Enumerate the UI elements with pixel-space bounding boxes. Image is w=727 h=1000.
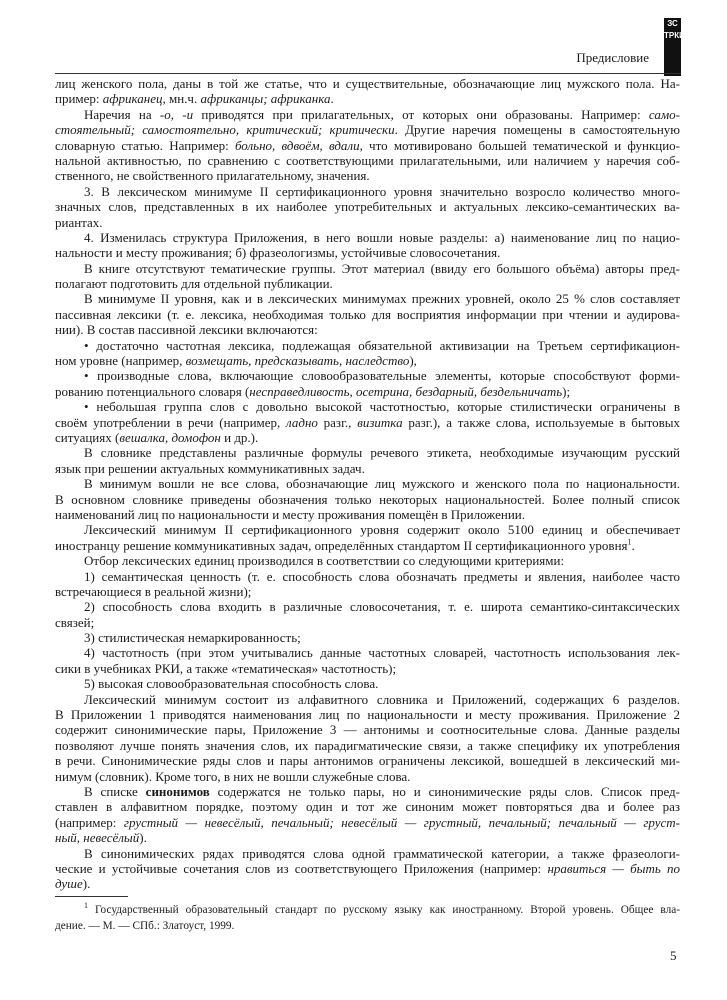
- italic-text: несправедливость, осетрина, бездарный, бездельничать: [249, 383, 563, 399]
- footnote-text: [55, 903, 680, 934]
- text-span: приводятся при прилагательных, от которых они образованы. Например:: [193, 106, 649, 122]
- italic-text: душе: [55, 876, 83, 892]
- text-span: позволяют лучше понять значения слов, их парадигматические связи, а также специфику их употребления: [55, 737, 680, 753]
- italic-text: грустный — невесёлый, печальный; невесёлый — грустный, печальный; печальный — груст-: [123, 814, 680, 830]
- text-span: пассивная лексики (т. е. лексика, необходимая только для восприятия информации при чтении и аудирова-: [55, 306, 680, 322]
- text-line: [55, 630, 680, 645]
- text-line: [55, 322, 680, 337]
- text-span: 3. В лексическом минимуме II сертификационного уровня значительно возросло количество много-: [84, 183, 680, 199]
- paragraph: [55, 338, 680, 369]
- running-header-title: Предисловие: [576, 50, 649, 65]
- text-span: 3) стилистическая немаркированность;: [84, 630, 301, 646]
- text-span: разг.,: [317, 414, 358, 430]
- footnote-marker: 1: [627, 537, 632, 547]
- paragraph: [55, 399, 680, 445]
- text-line: [55, 353, 680, 368]
- text-span: В синонимических рядах приводятся слова одной грамматической категории, а также фразеологи-: [84, 845, 680, 861]
- text-span: ном уровне (например,: [55, 353, 186, 369]
- paragraph: [55, 676, 680, 691]
- text-line: [55, 661, 680, 676]
- paragraph: [55, 553, 680, 568]
- text-line: [55, 615, 680, 630]
- text-line: [55, 584, 680, 599]
- text-span: и др.).: [220, 429, 259, 445]
- text-span: .: [330, 91, 334, 107]
- paragraph: [55, 261, 680, 292]
- text-span: ситуациях (: [55, 429, 120, 445]
- text-line: [55, 830, 680, 845]
- paragraph: [55, 76, 680, 107]
- text-span: , мн.ч.: [162, 91, 201, 107]
- paragraph: [55, 784, 680, 846]
- text-line: [55, 430, 680, 445]
- text-line: [55, 445, 680, 460]
- text-span: • производные слова, включающие словообразовательные элементы, которые способствуют форми-: [84, 368, 680, 384]
- italic-text: ладно: [286, 414, 318, 430]
- text-line: [55, 903, 680, 919]
- text-line: [55, 122, 680, 137]
- text-span: Наречия на: [84, 106, 160, 122]
- text-line: [55, 276, 680, 291]
- text-span: В основном словнике приведены обозначения только некоторых национальностей. Более полный список: [55, 491, 680, 507]
- text-span: нимум (словник). Кроме того, в них не вошли служебные слова.: [55, 768, 411, 784]
- text-span: ставлен в алфавитном порядке, поэтому один и тот же синоним может повторяться два и более раз: [55, 799, 680, 815]
- text-line: [55, 399, 680, 414]
- italic-text: нравиться — быть по: [547, 860, 680, 876]
- text-span: язык при решении актуальных коммуникативных задач.: [55, 460, 365, 476]
- text-line: [55, 769, 680, 784]
- text-line: [55, 245, 680, 260]
- text-span: иностранцу решение коммуникативных задач, определённых стандартом II сертификационного уровня: [55, 537, 628, 553]
- text-span: содержатся не только пары, но и синонимические ряды слов. Список пред-: [209, 783, 680, 799]
- text-line: [55, 199, 680, 214]
- paragraph: [55, 230, 680, 261]
- text-span: В словнике представлены различные формулы речевого этикета, необходимые изучающим русский: [84, 445, 680, 461]
- paragraph: [55, 692, 680, 784]
- paragraph: [55, 645, 680, 676]
- header-rule: [55, 73, 681, 74]
- text-span: ),: [409, 353, 417, 369]
- italic-text: африканец: [102, 91, 163, 107]
- text-line: [55, 184, 680, 199]
- text-span: полагают подготовить для отдельной публикации.: [55, 276, 333, 292]
- italic-text: больно, вдвоём, вдали: [234, 137, 360, 153]
- text-line: [55, 230, 680, 245]
- text-span: );: [562, 383, 571, 399]
- paragraph: [55, 569, 680, 600]
- text-span: связей;: [55, 614, 95, 630]
- text-span: 5) высокая словообразовательная способность слова.: [84, 676, 379, 692]
- logo-text-bottom: ТРКИ: [664, 31, 685, 40]
- text-line: [55, 722, 680, 737]
- text-span: • достаточно частотная лексика, подлежащая обязательной активизации на Третьем сертификацион-: [84, 337, 680, 353]
- text-line: [55, 76, 680, 91]
- text-span: словарную статью. Например:: [55, 137, 235, 153]
- paragraph: [55, 445, 680, 476]
- paragraph: [55, 476, 680, 522]
- text-line: [55, 676, 680, 691]
- text-line: [55, 645, 680, 660]
- text-span: Государственный образовательный стандарт по русскому языку как иностранному. Второй уровень. Общее вла-: [88, 904, 680, 916]
- paragraph: [55, 846, 680, 892]
- text-line: [55, 107, 680, 122]
- paragraph: [55, 184, 680, 230]
- text-span: пример:: [55, 91, 103, 107]
- text-span: встречающиеся в реальной жизни);: [55, 583, 252, 599]
- text-span: ческие и устойчивые сочетания слов из соответствующего Приложения (например:: [55, 860, 548, 876]
- text-line: [55, 461, 680, 476]
- text-line: [55, 368, 680, 383]
- text-line: [55, 753, 680, 768]
- text-line: [55, 415, 680, 430]
- paragraph: [55, 630, 680, 645]
- footnote-marker: 1: [84, 901, 88, 911]
- text-span: сики в учебниках РКИ, а также «тематическая» частотность);: [55, 660, 397, 676]
- text-span: В минимум вошли не все слова, обозначающие лиц мужского и женского пола по национальности.: [84, 476, 680, 492]
- text-span: Лексический минимум состоит из алфавитного словника и Приложений, содержащих 6 разделов.: [84, 691, 680, 707]
- publisher-logo: [664, 18, 685, 76]
- text-line: [55, 815, 680, 830]
- text-span: В Приложении 1 приводятся наименования лиц по национальности и месту проживания. Приложение 2: [55, 707, 680, 723]
- footnote: [55, 903, 680, 934]
- italic-text: само-: [648, 106, 680, 122]
- paragraph: [55, 291, 680, 337]
- text-line: [55, 91, 680, 106]
- text-span: риантах.: [55, 214, 103, 230]
- text-line: [55, 846, 680, 861]
- text-span: В книге отсутствуют тематические группы. Этот материал (ввиду его большого объёма) авторы пред-: [84, 260, 680, 276]
- text-span: В минимуме II уровня, как и в лексических минимумах прежних уровней, около 25 % слов составляет: [84, 291, 680, 307]
- page-number: 5: [670, 948, 677, 963]
- italic-text: -о, -и: [159, 106, 194, 122]
- text-span: содержит синонимические пары, Приложение 3 — антонимы и соотносительные слова. Данные разделы: [55, 722, 680, 738]
- text-span: 4. Изменилась структура Приложения, в него вошли новые разделы: а) наименование лиц по нацио-: [84, 229, 680, 245]
- text-span: 2) способность слова входить в различные словосочетания, т. е. широта семантико-синтаксических: [84, 599, 680, 615]
- text-span: 4) частотность (при этом учитывались данные частотных словарей, частотность использования лек-: [84, 645, 680, 661]
- text-line: [55, 861, 680, 876]
- text-line: [55, 492, 680, 507]
- text-span: • небольшая группа слов с довольно высокой частотностью, которые стилистически ограничены в: [84, 399, 680, 415]
- text-line: [55, 919, 680, 935]
- italic-text: вешалка, домофон: [119, 429, 221, 445]
- paragraph: [55, 368, 680, 399]
- text-span: в речи. Синонимические ряды слов и пары антонимов ограничены лексикой, вошедшей в лексический ми-: [55, 753, 680, 769]
- text-line: [55, 291, 680, 306]
- text-span: (например:: [55, 814, 124, 830]
- text-line: [55, 261, 680, 276]
- text-line: [55, 538, 680, 553]
- italic-text: стоятельный; самостоятельно, критический; критически: [55, 122, 395, 138]
- paragraph: [55, 599, 680, 630]
- text-line: [55, 215, 680, 230]
- text-line: [55, 476, 680, 491]
- text-span: своём употреблении в речи (например,: [55, 414, 287, 430]
- text-line: [55, 307, 680, 322]
- italic-text: возмещать, предсказывать, наследство: [185, 353, 410, 369]
- text-line: [55, 168, 680, 183]
- text-span: нальной активностью, по сравнению с соответствующими прилагательными, или наличием у наречия соб-: [55, 152, 680, 168]
- text-span: ).: [139, 830, 147, 846]
- text-span: , что мотивировано большей тематической и функцио-: [359, 137, 680, 153]
- text-span: значных слов, представленных в их наиболее употребительных и актуальных лексико-семантических ва-: [55, 199, 680, 215]
- text-line: [55, 507, 680, 522]
- text-span: нии). В состав пассивной лексики включаются:: [55, 322, 318, 338]
- paragraph: [55, 107, 680, 184]
- text-line: [55, 707, 680, 722]
- text-span: Лексический минимум II сертификационного уровня содержит около 5100 единиц и обеспечивает: [84, 522, 680, 538]
- italic-text: визитка: [357, 414, 403, 430]
- footnote-rule: [55, 896, 128, 897]
- italic-text: африканцы; африканка: [200, 91, 331, 107]
- text-span: .: [631, 537, 635, 553]
- text-line: [55, 338, 680, 353]
- text-span: ).: [82, 876, 91, 892]
- text-line: [55, 876, 680, 891]
- text-span: нальности и месту проживания; б) фразеологизмы, устойчивые словосочетания.: [55, 245, 501, 261]
- text-span: разг.), а также слова, используемые в бытовых: [402, 414, 680, 430]
- paragraph: [55, 522, 680, 553]
- text-line: [55, 138, 680, 153]
- text-span: Отбор лексических единиц производился в соответствии со следующими критериями:: [84, 553, 565, 569]
- text-line: [55, 553, 680, 568]
- text-line: [55, 153, 680, 168]
- bold-text: синонимов: [145, 783, 210, 799]
- text-span: 1) семантическая ценность (т. е. способность слова обозначать предметы и явления, наиболее часто: [84, 568, 680, 584]
- text-line: [55, 692, 680, 707]
- text-span: наименований лиц по национальности и месту проживания помещён в Приложении.: [55, 506, 525, 522]
- text-line: [55, 784, 680, 799]
- text-span: В списке: [84, 783, 146, 799]
- text-span: рованию потенциального словаря (: [55, 383, 250, 399]
- main-text: [55, 76, 680, 892]
- text-span: ственного, не свойственного прилагательному, значения.: [55, 168, 370, 184]
- text-line: [55, 799, 680, 814]
- text-line: [55, 522, 680, 537]
- text-line: [55, 738, 680, 753]
- text-line: [55, 384, 680, 399]
- text-span: . Другие наречия помещены в самостоятельную: [394, 122, 680, 138]
- italic-text: ный, невесёлый: [55, 830, 140, 846]
- text-span: дение. — М. — СПб.: Златоуст, 1999.: [55, 919, 235, 932]
- logo-text-top: ЗС: [667, 19, 678, 28]
- text-span: лиц женского пола, даны в той же статье, что и существительные, обозначающие лиц мужского пола. На-: [55, 76, 680, 91]
- text-line: [55, 599, 680, 614]
- text-line: [55, 569, 680, 584]
